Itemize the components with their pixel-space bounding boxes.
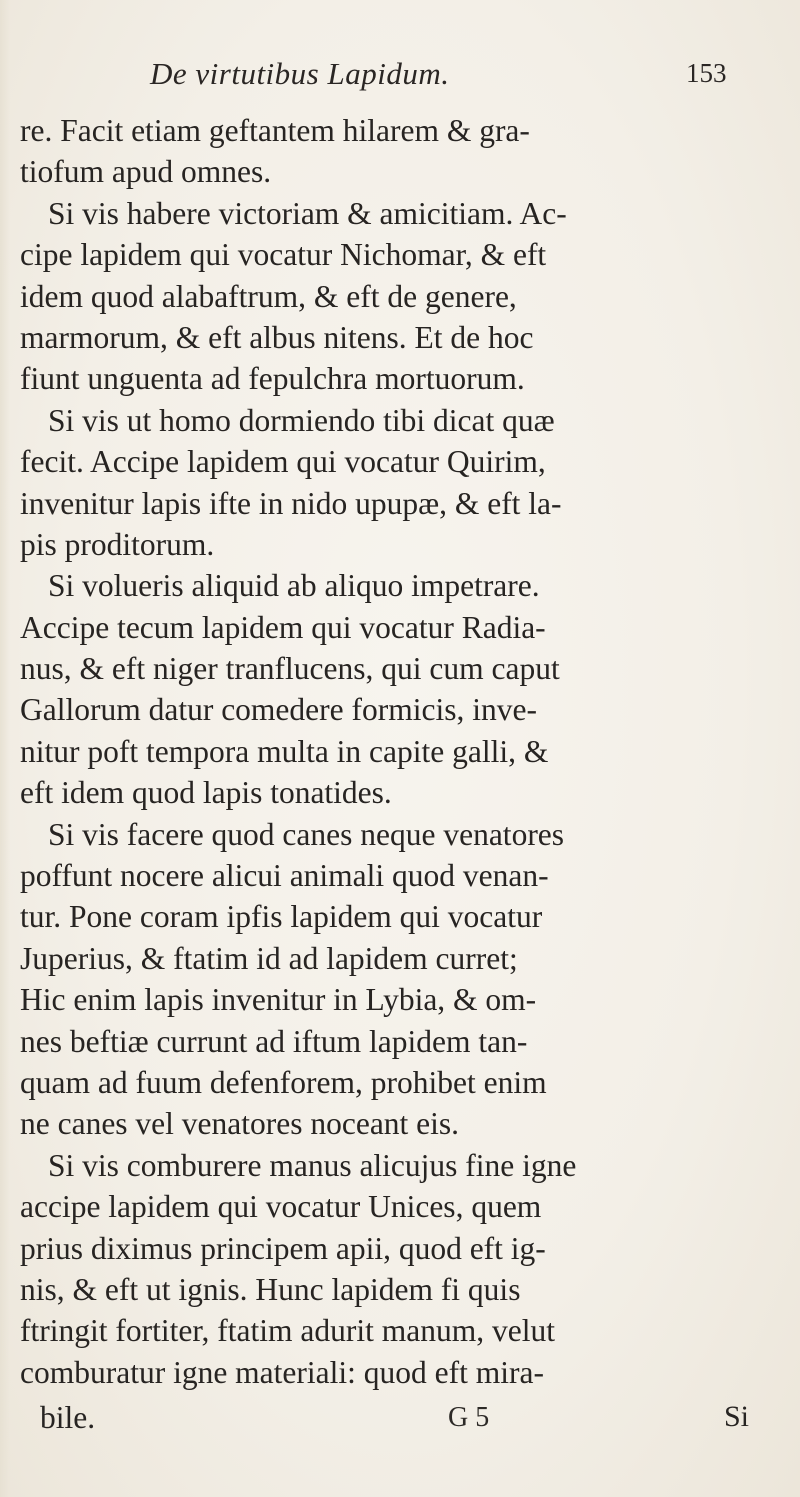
- text-line: pis proditorum.: [20, 526, 215, 562]
- text-line: poffunt nocere alicui animali quod venan-: [20, 858, 549, 894]
- text-line: comburatur igne materiali: quod eft mira-: [20, 1354, 544, 1390]
- text-line: re. Facit etiam geftantem hilarem & gra-: [20, 113, 530, 148]
- text-line: Si vis habere victoriam & amicitiam. Ac-: [48, 195, 567, 231]
- text-line: idem quod alabaftrum, & eft de genere,: [20, 278, 517, 314]
- text-line: tur. Pone coram ipfis lapidem qui vocatur: [20, 899, 543, 935]
- text-line: nitur poft tempora multa in capite galli, &: [20, 733, 549, 769]
- text-line: marmorum, & eft albus nitens. Et de hoc: [20, 319, 534, 355]
- text-line: eft idem quod lapis tonatides.: [20, 775, 392, 811]
- text-line: fecit. Accipe lapidem qui vocatur Quirim,: [20, 444, 546, 480]
- text-line: Si vis facere quod canes neque venatores: [48, 816, 565, 852]
- text-line: nus, & eft niger tranflucens, qui cum caput: [20, 651, 560, 687]
- text-line: prius diximus principem apii, quod eft ig-: [20, 1230, 546, 1266]
- text-line: nis, & eft ut ignis. Hunc lapidem fi quis: [20, 1271, 521, 1307]
- text-line: tiofum apud omnes.: [20, 154, 272, 190]
- body-text-final-line: bile.: [40, 1400, 96, 1435]
- text-line: Hic enim lapis invenitur in Lybia, & om-: [20, 982, 537, 1018]
- text-line: quam ad fuum defenforem, prohibet enim: [20, 1064, 547, 1100]
- text-line: Gallorum datur comedere formicis, inve-: [20, 692, 537, 728]
- signature-mark: G 5: [448, 1402, 490, 1433]
- text-line: Si vis comburere manus alicujus fine igne: [48, 1147, 577, 1183]
- text-line: Si volueris aliquid ab aliquo impetrare.: [48, 568, 540, 604]
- catchword: Si: [724, 1400, 750, 1433]
- text-line: invenitur lapis ifte in nido upupæ, & eft la-: [20, 485, 562, 521]
- text-line: Accipe tecum lapidem qui vocatur Radia-: [20, 609, 546, 645]
- running-head-title: De virtutibus Lapidum.: [150, 56, 450, 91]
- body-text: [20, 110, 790, 1393]
- text-line: ne canes vel venatores noceant eis.: [20, 1106, 460, 1142]
- text-line: Si vis ut homo dormiendo tibi dicat quæ: [48, 402, 555, 438]
- text-line: Juperius, & ftatim id ad lapidem curret;: [20, 940, 518, 976]
- running-head: [0, 56, 800, 100]
- text-line: accipe lapidem qui vocatur Unices, quem: [20, 1189, 542, 1225]
- page-gutter-shadow: [0, 0, 10, 1497]
- page-number: 153: [686, 58, 727, 88]
- text-line: nes beftiæ currunt ad iftum lapidem tan-: [20, 1023, 528, 1059]
- page-footer: [0, 1400, 800, 1442]
- text-line: ftringit fortiter, ftatim adurit manum, velut: [20, 1313, 555, 1349]
- text-line: cipe lapidem qui vocatur Nichomar, & eft: [20, 237, 547, 273]
- text-line: fiunt unguenta ad fepulchra mortuorum.: [20, 361, 525, 397]
